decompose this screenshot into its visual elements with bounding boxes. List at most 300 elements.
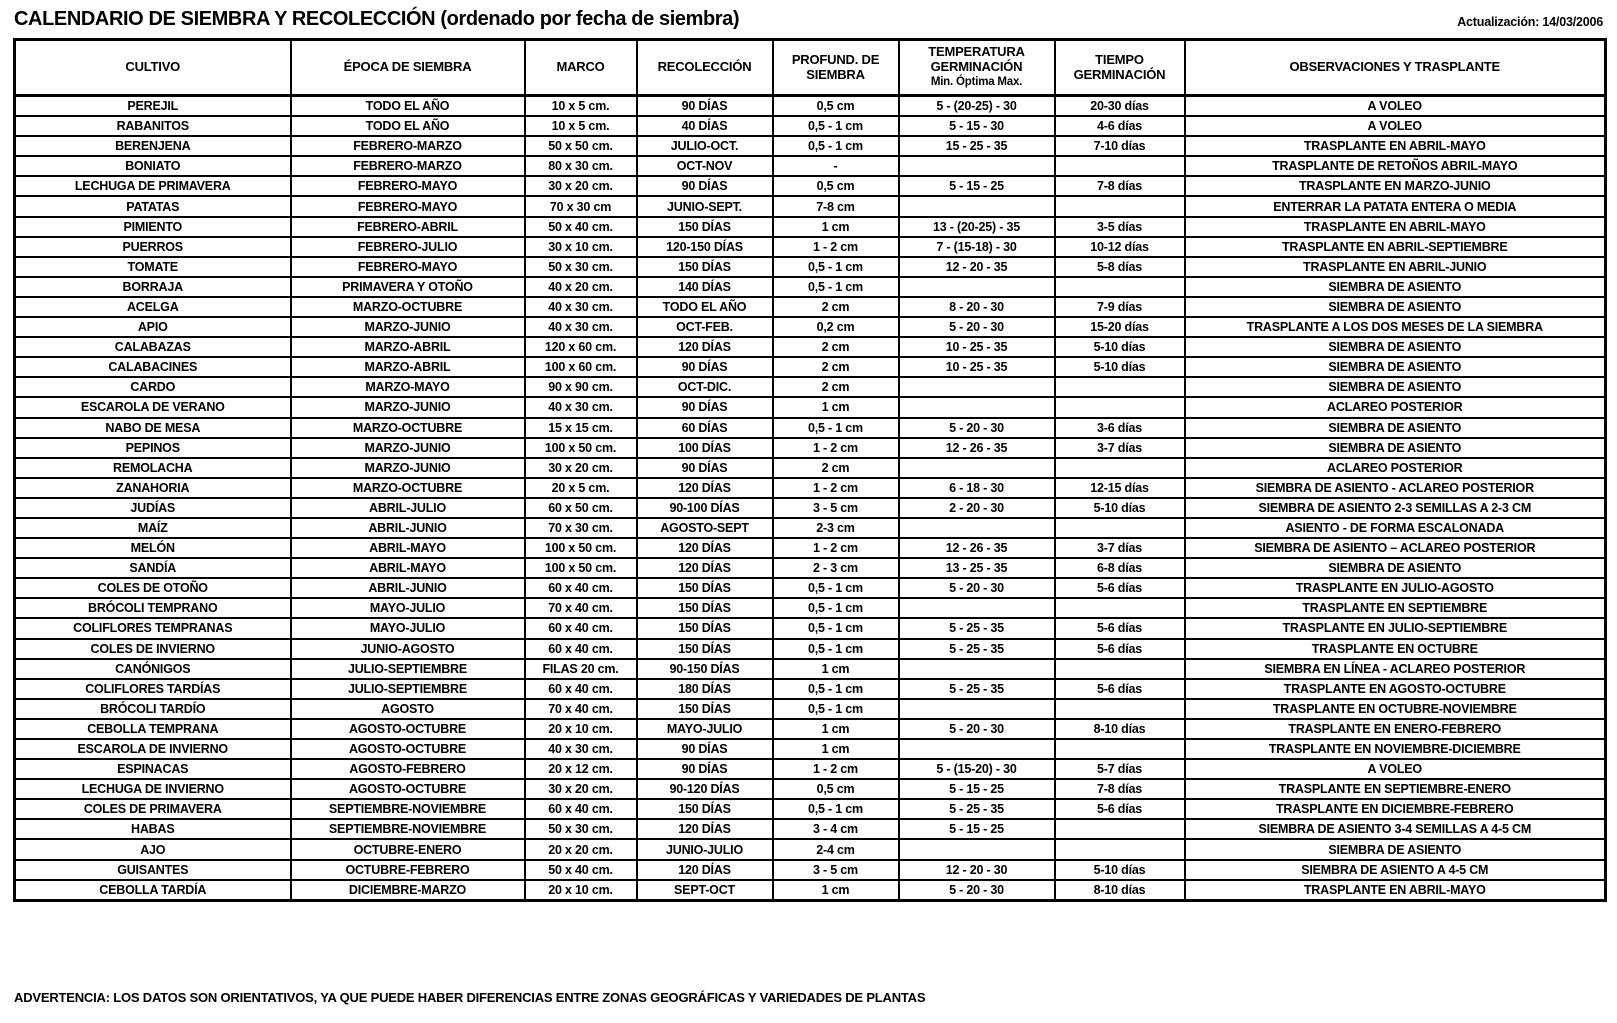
table-row [15,156,1606,176]
cell-observaciones: A VOLEO [1185,759,1606,779]
cell-recoleccion: 150 DÍAS [637,257,773,277]
cell-marco: 120 x 60 cm. [525,337,637,357]
cell-marco: 50 x 40 cm. [525,860,637,880]
cell-tiempo [1055,839,1185,859]
cell-cultivo: REMOLACHA [15,458,291,478]
table-row [15,538,1606,558]
cell-tiempo: 5-6 días [1055,639,1185,659]
cell-cultivo: ESCAROLA DE VERANO [15,397,291,417]
cell-marco: 30 x 20 cm. [525,176,637,196]
cell-observaciones: SIEMBRA DE ASIENTO [1185,377,1606,397]
cell-epoca: AGOSTO-OCTUBRE [291,739,525,759]
table-row [15,659,1606,679]
cell-temperatura: 5 - 15 - 25 [899,819,1055,839]
cell-temperatura [899,196,1055,216]
cell-observaciones: TRASPLANTE EN JULIO-AGOSTO [1185,578,1606,598]
cell-marco: 70 x 30 cm. [525,518,637,538]
cell-observaciones: TRASPLANTE EN ENERO-FEBRERO [1185,719,1606,739]
cell-epoca: FEBRERO-MAYO [291,196,525,216]
cell-marco: 30 x 20 cm. [525,779,637,799]
cell-profundidad: 0,5 - 1 cm [773,257,899,277]
cell-epoca: TODO EL AÑO [291,96,525,117]
cell-cultivo: BERENJENA [15,136,291,156]
cell-cultivo: LECHUGA DE PRIMAVERA [15,176,291,196]
cell-tiempo [1055,397,1185,417]
cell-epoca: JUNIO-AGOSTO [291,639,525,659]
cell-cultivo: PUERROS [15,237,291,257]
table-row [15,317,1606,337]
cell-tiempo: 3-7 días [1055,438,1185,458]
cell-temperatura [899,659,1055,679]
cell-recoleccion: JUNIO-SEPT. [637,196,773,216]
cell-profundidad: 0,5 - 1 cm [773,799,899,819]
cell-temperatura [899,598,1055,618]
cell-profundidad: 2 cm [773,297,899,317]
table-row [15,237,1606,257]
cell-epoca: ABRIL-MAYO [291,558,525,578]
cell-epoca: SEPTIEMBRE-NOVIEMBRE [291,799,525,819]
cell-epoca: FEBRERO-MARZO [291,156,525,176]
cell-epoca: AGOSTO-OCTUBRE [291,719,525,739]
cell-cultivo: BONIATO [15,156,291,176]
cell-profundidad: 0,5 cm [773,176,899,196]
cell-temperatura: 2 - 20 - 30 [899,498,1055,518]
cell-epoca: FEBRERO-MAYO [291,176,525,196]
cell-recoleccion: 90 DÍAS [637,176,773,196]
cell-marco: 15 x 15 cm. [525,418,637,438]
cell-recoleccion: 40 DÍAS [637,116,773,136]
cell-observaciones: SIEMBRA DE ASIENTO [1185,337,1606,357]
cell-temperatura: 13 - 25 - 35 [899,558,1055,578]
cell-observaciones: TRASPLANTE EN ABRIL-JUNIO [1185,257,1606,277]
cell-temperatura [899,156,1055,176]
cell-temperatura: 12 - 26 - 35 [899,538,1055,558]
cell-cultivo: MAÍZ [15,518,291,538]
cell-profundidad: 0,5 - 1 cm [773,116,899,136]
cell-recoleccion: 150 DÍAS [637,598,773,618]
cell-tiempo: 5-10 días [1055,498,1185,518]
cell-marco: 20 x 10 cm. [525,719,637,739]
table-row [15,719,1606,739]
cell-observaciones: ACLAREO POSTERIOR [1185,397,1606,417]
cell-recoleccion: 150 DÍAS [637,578,773,598]
cell-observaciones: SIEMBRA DE ASIENTO 2-3 SEMILLAS A 2-3 CM [1185,498,1606,518]
header-epoca-de-siembra: ÉPOCA DE SIEMBRA [291,40,525,96]
table-row [15,357,1606,377]
cell-marco: 70 x 40 cm. [525,598,637,618]
cell-profundidad: 0,5 - 1 cm [773,277,899,297]
cell-profundidad: 1 - 2 cm [773,438,899,458]
cell-profundidad: 1 cm [773,719,899,739]
cell-temperatura [899,277,1055,297]
cell-cultivo: CALABAZAS [15,337,291,357]
cell-epoca: JULIO-SEPTIEMBRE [291,659,525,679]
cell-recoleccion: 90 DÍAS [637,759,773,779]
cell-tiempo [1055,156,1185,176]
cell-recoleccion: OCT-FEB. [637,317,773,337]
cell-marco: 100 x 60 cm. [525,357,637,377]
cell-profundidad: 1 - 2 cm [773,538,899,558]
cell-marco: 100 x 50 cm. [525,438,637,458]
cell-recoleccion: OCT-NOV [637,156,773,176]
cell-cultivo: BRÓCOLI TARDÍO [15,699,291,719]
cell-cultivo: APIO [15,317,291,337]
table-row [15,257,1606,277]
cell-marco: 60 x 40 cm. [525,639,637,659]
cell-marco: 50 x 30 cm. [525,819,637,839]
table-row [15,819,1606,839]
cell-temperatura [899,518,1055,538]
cell-recoleccion: 120 DÍAS [637,478,773,498]
cell-recoleccion: 90-150 DÍAS [637,659,773,679]
header-observaciones-trasplante: OBSERVACIONES Y TRASPLANTE [1185,40,1606,96]
cell-temperatura [899,377,1055,397]
cell-epoca: ABRIL-JUNIO [291,518,525,538]
cell-observaciones: A VOLEO [1185,116,1606,136]
cell-tiempo: 4-6 días [1055,116,1185,136]
cell-temperatura [899,839,1055,859]
cell-observaciones: TRASPLANTE EN DICIEMBRE-FEBRERO [1185,799,1606,819]
cell-epoca: JULIO-SEPTIEMBRE [291,679,525,699]
cell-marco: 10 x 5 cm. [525,116,637,136]
cell-epoca: ABRIL-JULIO [291,498,525,518]
cell-observaciones: ENTERRAR LA PATATA ENTERA O MEDIA [1185,196,1606,216]
cell-marco: 60 x 40 cm. [525,578,637,598]
cell-profundidad: 1 cm [773,659,899,679]
cell-tiempo: 6-8 días [1055,558,1185,578]
cell-profundidad: 1 cm [773,880,899,901]
table-row [15,880,1606,901]
cell-profundidad: 0,5 - 1 cm [773,639,899,659]
cell-observaciones: TRASPLANTE EN NOVIEMBRE-DICIEMBRE [1185,739,1606,759]
cell-temperatura: 5 - 15 - 25 [899,176,1055,196]
cell-observaciones: SIEMBRA DE ASIENTO [1185,297,1606,317]
cell-marco: 40 x 20 cm. [525,277,637,297]
table-row [15,639,1606,659]
cell-temperatura: 6 - 18 - 30 [899,478,1055,498]
cell-profundidad: 1 - 2 cm [773,759,899,779]
cell-marco: 50 x 40 cm. [525,217,637,237]
cell-cultivo: CEBOLLA TARDÍA [15,880,291,901]
cell-tiempo: 15-20 días [1055,317,1185,337]
cell-temperatura: 5 - (15-20) - 30 [899,759,1055,779]
cell-profundidad: 0,5 - 1 cm [773,578,899,598]
cell-cultivo: BRÓCOLI TEMPRANO [15,598,291,618]
cell-cultivo: ESPINACAS [15,759,291,779]
cell-observaciones: TRASPLANTE EN ABRIL-SEPTIEMBRE [1185,237,1606,257]
cell-temperatura [899,397,1055,417]
cell-cultivo: GUISANTES [15,860,291,880]
cell-cultivo: MELÓN [15,538,291,558]
cell-tiempo: 7-8 días [1055,779,1185,799]
table-row [15,116,1606,136]
cell-recoleccion: 150 DÍAS [637,699,773,719]
cell-cultivo: COLES DE OTOÑO [15,578,291,598]
header-profundidad-de-siembra: PROFUND. DE SIEMBRA [773,40,899,96]
cell-tiempo: 12-15 días [1055,478,1185,498]
header-marco: MARCO [525,40,637,96]
cell-epoca: MARZO-JUNIO [291,438,525,458]
table-row [15,297,1606,317]
cell-recoleccion: 120 DÍAS [637,337,773,357]
cell-tiempo: 5-8 días [1055,257,1185,277]
table-row [15,618,1606,638]
cell-recoleccion: 120 DÍAS [637,819,773,839]
header-recoleccion: RECOLECCIÓN [637,40,773,96]
cell-recoleccion: 120-150 DÍAS [637,237,773,257]
cell-marco: 80 x 30 cm. [525,156,637,176]
cell-cultivo: HABAS [15,819,291,839]
cell-profundidad: 2 cm [773,458,899,478]
cell-cultivo: CARDO [15,377,291,397]
planting-calendar-table [13,38,1607,902]
table-row [15,196,1606,216]
cell-tiempo: 5-6 días [1055,618,1185,638]
cell-temperatura: 5 - 25 - 35 [899,799,1055,819]
cell-marco: 40 x 30 cm. [525,739,637,759]
cell-tiempo: 8-10 días [1055,719,1185,739]
cell-cultivo: ACELGA [15,297,291,317]
cell-recoleccion: 90-120 DÍAS [637,779,773,799]
table-row [15,458,1606,478]
cell-recoleccion: MAYO-JULIO [637,719,773,739]
cell-marco: 60 x 40 cm. [525,679,637,699]
cell-cultivo: COLES DE INVIERNO [15,639,291,659]
cell-profundidad: 2-4 cm [773,839,899,859]
cell-recoleccion: OCT-DIC. [637,377,773,397]
cell-cultivo: PATATAS [15,196,291,216]
cell-recoleccion: 180 DÍAS [637,679,773,699]
cell-profundidad: 0,2 cm [773,317,899,337]
cell-observaciones: SIEMBRA DE ASIENTO [1185,357,1606,377]
cell-profundidad: 1 - 2 cm [773,237,899,257]
cell-recoleccion: 120 DÍAS [637,558,773,578]
cell-observaciones: SIEMBRA DE ASIENTO 3-4 SEMILLAS A 4-5 CM [1185,819,1606,839]
cell-profundidad: 0,5 - 1 cm [773,136,899,156]
cell-tiempo: 7-9 días [1055,297,1185,317]
cell-epoca: SEPTIEMBRE-NOVIEMBRE [291,819,525,839]
titlebar [14,8,1603,31]
cell-tiempo [1055,819,1185,839]
table-row [15,377,1606,397]
cell-tiempo [1055,377,1185,397]
table-row [15,558,1606,578]
cell-profundidad: 1 - 2 cm [773,478,899,498]
cell-recoleccion: 120 DÍAS [637,860,773,880]
table-row [15,739,1606,759]
cell-temperatura: 5 - 20 - 30 [899,719,1055,739]
table-body [15,96,1606,901]
cell-temperatura: 5 - 20 - 30 [899,578,1055,598]
table-row [15,498,1606,518]
cell-observaciones: TRASPLANTE EN ABRIL-MAYO [1185,136,1606,156]
table-row [15,699,1606,719]
cell-tiempo: 5-10 días [1055,337,1185,357]
cell-recoleccion: JUNIO-JULIO [637,839,773,859]
table-row [15,217,1606,237]
cell-epoca: TODO EL AÑO [291,116,525,136]
cell-cultivo: NABO DE MESA [15,418,291,438]
cell-marco: 10 x 5 cm. [525,96,637,117]
cell-cultivo: ESCAROLA DE INVIERNO [15,739,291,759]
cell-marco: 100 x 50 cm. [525,558,637,578]
cell-cultivo: COLIFLORES TARDÍAS [15,679,291,699]
cell-cultivo: AJO [15,839,291,859]
cell-tiempo: 3-6 días [1055,418,1185,438]
table-row [15,277,1606,297]
cell-observaciones: SIEMBRA EN LÍNEA - ACLAREO POSTERIOR [1185,659,1606,679]
cell-marco: 20 x 12 cm. [525,759,637,779]
cell-recoleccion: 150 DÍAS [637,618,773,638]
cell-epoca: OCTUBRE-ENERO [291,839,525,859]
cell-tiempo: 5-6 días [1055,578,1185,598]
table-row [15,438,1606,458]
cell-observaciones: A VOLEO [1185,96,1606,117]
cell-recoleccion: 150 DÍAS [637,217,773,237]
cell-observaciones: SIEMBRA DE ASIENTO [1185,839,1606,859]
cell-marco: FILAS 20 cm. [525,659,637,679]
cell-marco: 60 x 50 cm. [525,498,637,518]
cell-recoleccion: 120 DÍAS [637,538,773,558]
cell-cultivo: BORRAJA [15,277,291,297]
cell-temperatura: 5 - 15 - 25 [899,779,1055,799]
cell-observaciones: SIEMBRA DE ASIENTO [1185,438,1606,458]
cell-temperatura: 5 - (20-25) - 30 [899,96,1055,117]
cell-tiempo: 3-5 días [1055,217,1185,237]
cell-observaciones: SIEMBRA DE ASIENTO [1185,418,1606,438]
cell-profundidad: 2-3 cm [773,518,899,538]
cell-tiempo: 20-30 días [1055,96,1185,117]
table-row [15,759,1606,779]
cell-tiempo: 5-6 días [1055,679,1185,699]
cell-tiempo: 7-10 días [1055,136,1185,156]
cell-tiempo: 5-7 días [1055,759,1185,779]
cell-observaciones: TRASPLANTE EN JULIO-SEPTIEMBRE [1185,618,1606,638]
cell-recoleccion: 150 DÍAS [637,639,773,659]
table-row [15,679,1606,699]
table-row [15,779,1606,799]
cell-tiempo [1055,518,1185,538]
cell-marco: 70 x 40 cm. [525,699,637,719]
cell-profundidad: 2 cm [773,377,899,397]
table-row [15,799,1606,819]
cell-epoca: MAYO-JULIO [291,618,525,638]
table-row [15,136,1606,156]
header-temperatura-main: TEMPERATURA GERMINACIÓN [928,44,1025,75]
cell-observaciones: TRASPLANTE EN MARZO-JUNIO [1185,176,1606,196]
cell-epoca: MARZO-JUNIO [291,317,525,337]
cell-profundidad: 2 cm [773,357,899,377]
cell-epoca: FEBRERO-ABRIL [291,217,525,237]
cell-temperatura: 5 - 20 - 30 [899,317,1055,337]
cell-epoca: FEBRERO-JULIO [291,237,525,257]
cell-temperatura: 7 - (15-18) - 30 [899,237,1055,257]
cell-observaciones: SIEMBRA DE ASIENTO [1185,558,1606,578]
cell-recoleccion: 90 DÍAS [637,397,773,417]
table-row [15,397,1606,417]
cell-tiempo: 5-10 días [1055,357,1185,377]
cell-temperatura: 8 - 20 - 30 [899,297,1055,317]
header-temperatura-sub: Min. Óptima Max. [930,76,1023,89]
cell-observaciones: TRASPLANTE A LOS DOS MESES DE LA SIEMBRA [1185,317,1606,337]
cell-temperatura: 5 - 25 - 35 [899,679,1055,699]
cell-profundidad: 3 - 5 cm [773,498,899,518]
cell-cultivo: PEREJIL [15,96,291,117]
cell-epoca: MARZO-ABRIL [291,337,525,357]
header-cultivo: CULTIVO [15,40,291,96]
cell-recoleccion: AGOSTO-SEPT [637,518,773,538]
cell-epoca: PRIMAVERA Y OTOÑO [291,277,525,297]
cell-tiempo: 10-12 días [1055,237,1185,257]
cell-observaciones: SIEMBRA DE ASIENTO [1185,277,1606,297]
cell-profundidad: 0,5 - 1 cm [773,598,899,618]
cell-tiempo [1055,196,1185,216]
cell-profundidad: 1 cm [773,739,899,759]
cell-tiempo [1055,659,1185,679]
cell-marco: 30 x 20 cm. [525,458,637,478]
cell-profundidad: 0,5 - 1 cm [773,618,899,638]
cell-profundidad: 1 cm [773,217,899,237]
cell-profundidad: 2 cm [773,337,899,357]
cell-marco: 20 x 20 cm. [525,839,637,859]
cell-recoleccion: 90-100 DÍAS [637,498,773,518]
cell-observaciones: TRASPLANTE EN ABRIL-MAYO [1185,880,1606,901]
cell-epoca: MARZO-OCTUBRE [291,418,525,438]
cell-epoca: MAYO-JULIO [291,598,525,618]
cell-temperatura: 15 - 25 - 35 [899,136,1055,156]
cell-cultivo: JUDÍAS [15,498,291,518]
cell-recoleccion: 90 DÍAS [637,357,773,377]
cell-profundidad: 1 cm [773,397,899,417]
cell-epoca: ABRIL-JUNIO [291,578,525,598]
cell-cultivo: CEBOLLA TEMPRANA [15,719,291,739]
cell-marco: 50 x 50 cm. [525,136,637,156]
cell-cultivo: PEPINOS [15,438,291,458]
update-date: Actualización: 14/03/2006 [1457,15,1603,29]
cell-profundidad: 0,5 cm [773,779,899,799]
cell-temperatura: 12 - 20 - 35 [899,257,1055,277]
cell-epoca: FEBRERO-MAYO [291,257,525,277]
cell-cultivo: PIMIENTO [15,217,291,237]
cell-temperatura: 5 - 25 - 35 [899,639,1055,659]
cell-epoca: DICIEMBRE-MARZO [291,880,525,901]
cell-epoca: MARZO-JUNIO [291,397,525,417]
cell-tiempo [1055,699,1185,719]
cell-observaciones: TRASPLANTE EN SEPTIEMBRE-ENERO [1185,779,1606,799]
cell-observaciones: TRASPLANTE EN OCTUBRE [1185,639,1606,659]
cell-observaciones: ASIENTO - DE FORMA ESCALONADA [1185,518,1606,538]
cell-cultivo: COLES DE PRIMAVERA [15,799,291,819]
cell-observaciones: TRASPLANTE EN OCTUBRE-NOVIEMBRE [1185,699,1606,719]
cell-profundidad: 0,5 - 1 cm [773,679,899,699]
cell-epoca: MARZO-ABRIL [291,357,525,377]
cell-profundidad: 7-8 cm [773,196,899,216]
cell-epoca: FEBRERO-MARZO [291,136,525,156]
cell-temperatura: 10 - 25 - 35 [899,337,1055,357]
cell-temperatura: 12 - 26 - 35 [899,438,1055,458]
cell-tiempo: 7-8 días [1055,176,1185,196]
cell-observaciones: SIEMBRA DE ASIENTO – ACLAREO POSTERIOR [1185,538,1606,558]
cell-tiempo: 5-10 días [1055,860,1185,880]
cell-temperatura: 13 - (20-25) - 35 [899,217,1055,237]
table-row [15,598,1606,618]
cell-profundidad: 0,5 cm [773,96,899,117]
cell-temperatura: 10 - 25 - 35 [899,357,1055,377]
cell-epoca: OCTUBRE-FEBRERO [291,860,525,880]
table-row [15,418,1606,438]
cell-recoleccion: 90 DÍAS [637,96,773,117]
header-temperatura-germinacion [899,40,1055,96]
